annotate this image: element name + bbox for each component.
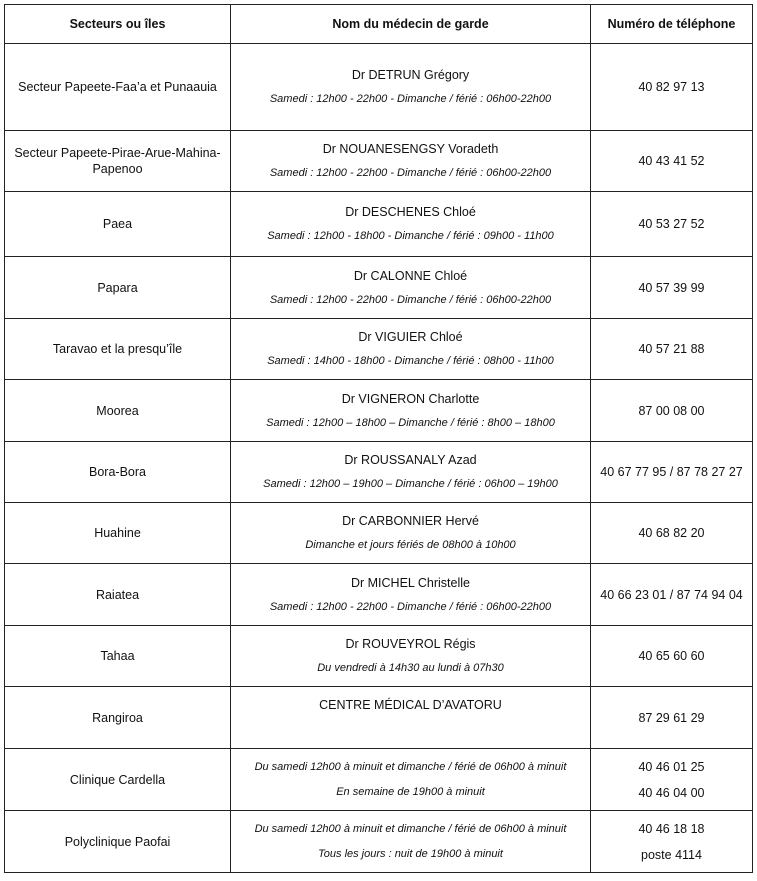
doctor-cell xyxy=(231,319,591,380)
sector-cell: Polyclinique Paofai xyxy=(5,811,231,873)
doctor-cell xyxy=(231,442,591,503)
doctor-cell xyxy=(231,687,591,749)
sector-cell: Raiatea xyxy=(5,564,231,626)
phone-cell: 40 57 39 99 xyxy=(591,257,753,319)
sector-cell: Secteur Papeete-Faa’a et Punaauia xyxy=(5,44,231,131)
doctor-name: Dr VIGNERON Charlotte xyxy=(341,391,480,406)
phone-cell xyxy=(591,749,753,811)
clinic-hours-week: En semaine de 19h00 à minuit xyxy=(336,786,485,798)
phone-cell: 40 82 97 13 xyxy=(591,44,753,131)
table-row xyxy=(5,564,753,626)
doctor-cell xyxy=(231,564,591,626)
clinic-hours-weekend: Du samedi 12h00 à minuit et dimanche / férié de 06h00 à minuit xyxy=(254,761,567,773)
doctor-cell xyxy=(231,503,591,564)
sector-cell: Paea xyxy=(5,192,231,257)
phone-cell: 40 68 82 20 xyxy=(591,503,753,564)
phone-cell: 87 00 08 00 xyxy=(591,380,753,442)
doctor-name: CENTRE MÉDICAL D’AVATORU xyxy=(319,698,502,712)
on-call-doctors-table xyxy=(4,4,753,873)
clinic-hours-weekend: Du samedi 12h00 à minuit et dimanche / férié de 06h00 à minuit xyxy=(254,823,567,835)
phone-number: 40 46 01 25 xyxy=(638,759,705,774)
sector-cell: Rangiroa xyxy=(5,687,231,749)
doctor-name: Dr ROUVEYROL Régis xyxy=(345,637,476,651)
table-row xyxy=(5,442,753,503)
doctor-cell xyxy=(231,749,591,811)
header-row xyxy=(5,5,753,44)
table-row xyxy=(5,626,753,687)
clinic-hours-week: Tous les jours : nuit de 19h00 à minuit xyxy=(318,848,503,860)
doctor-name: Dr MICHEL Christelle xyxy=(350,575,470,590)
phone-cell: 40 53 27 52 xyxy=(591,192,753,257)
doctor-cell xyxy=(231,626,591,687)
table-row xyxy=(5,257,753,319)
doctor-cell xyxy=(231,192,591,257)
doctor-cell xyxy=(231,380,591,442)
doctor-hours: Samedi : 14h00 - 18h00 - Dimanche / férié : 08h00 - 11h00 xyxy=(267,355,554,367)
doctor-hours: Samedi : 12h00 - 22h00 - Dimanche / férié : 06h00-22h00 xyxy=(269,600,552,613)
table-row xyxy=(5,131,753,192)
doctor-hours: Samedi : 12h00 – 18h00 – Dimanche / férié : 8h00 – 18h00 xyxy=(266,416,555,429)
sector-cell: Bora-Bora xyxy=(5,442,231,503)
table-row xyxy=(5,319,753,380)
table-row xyxy=(5,749,753,811)
phone-cell: 40 43 41 52 xyxy=(591,131,753,192)
doctor-hours: Samedi : 12h00 - 18h00 - Dimanche / férié : 09h00 - 11h00 xyxy=(267,230,554,242)
table-row xyxy=(5,380,753,442)
table-row xyxy=(5,192,753,257)
sector-cell: Taravao et la presqu’île xyxy=(5,319,231,380)
doctor-name: Dr DETRUN Grégory xyxy=(351,68,470,82)
doctor-hours: Dimanche et jours fériés de 08h00 à 10h00 xyxy=(305,539,516,551)
doctor-cell xyxy=(231,131,591,192)
phone-cell: 40 65 60 60 xyxy=(591,626,753,687)
header-doctor: Nom du médecin de garde xyxy=(231,5,591,44)
sector-cell: Secteur Papeete-Pirae-Arue-Mahina-Papenoo xyxy=(5,131,231,192)
doctor-name: Dr CARBONNIER Hervé xyxy=(342,514,479,528)
doctor-hours: Samedi : 12h00 – 19h00 – Dimanche / férié : 06h00 – 19h00 xyxy=(263,478,558,490)
doctor-hours: Samedi : 12h00 - 22h00 - Dimanche / férié : 06h00-22h00 xyxy=(269,167,552,179)
doctor-name: Dr ROUSSANALY Azad xyxy=(344,453,477,467)
sector-cell: Clinique Cardella xyxy=(5,749,231,811)
phone-cell: 40 66 23 01 / 87 74 94 04 xyxy=(591,564,753,626)
sector-cell: Papara xyxy=(5,257,231,319)
doctor-cell xyxy=(231,257,591,319)
sector-cell: Huahine xyxy=(5,503,231,564)
doctor-name: Dr NOUANESENGSY Voradeth xyxy=(322,142,499,156)
sector-cell: Moorea xyxy=(5,380,231,442)
doctor-hours: Du vendredi à 14h30 au lundi à 07h30 xyxy=(317,662,504,674)
table-row xyxy=(5,503,753,564)
doctor-hours: Samedi : 12h00 - 22h00 - Dimanche / férié : 06h00-22h00 xyxy=(269,93,552,105)
table-row xyxy=(5,687,753,749)
phone-cell: 40 67 77 95 / 87 78 27 27 xyxy=(591,442,753,503)
phone-number: 40 46 18 18 xyxy=(638,821,705,836)
doctor-cell xyxy=(231,811,591,873)
table-row xyxy=(5,44,753,131)
phone-cell: 87 29 61 29 xyxy=(591,687,753,749)
doctor-hours: Samedi : 12h00 - 22h00 - Dimanche / férié : 06h00-22h00 xyxy=(269,293,552,306)
header-phone: Numéro de téléphone xyxy=(591,5,753,44)
doctor-cell xyxy=(231,44,591,131)
table-row xyxy=(5,811,753,873)
phone-cell xyxy=(591,811,753,873)
header-sector: Secteurs ou îles xyxy=(5,5,231,44)
phone-number: 40 46 04 00 xyxy=(638,785,705,800)
doctor-name: Dr VIGUIER Chloé xyxy=(358,330,463,344)
doctor-name: Dr DESCHENES Chloé xyxy=(345,205,476,219)
phone-cell: 40 57 21 88 xyxy=(591,319,753,380)
sector-cell: Tahaa xyxy=(5,626,231,687)
phone-extension: poste 4114 xyxy=(641,847,702,862)
doctor-name: Dr CALONNE Chloé xyxy=(353,268,468,283)
